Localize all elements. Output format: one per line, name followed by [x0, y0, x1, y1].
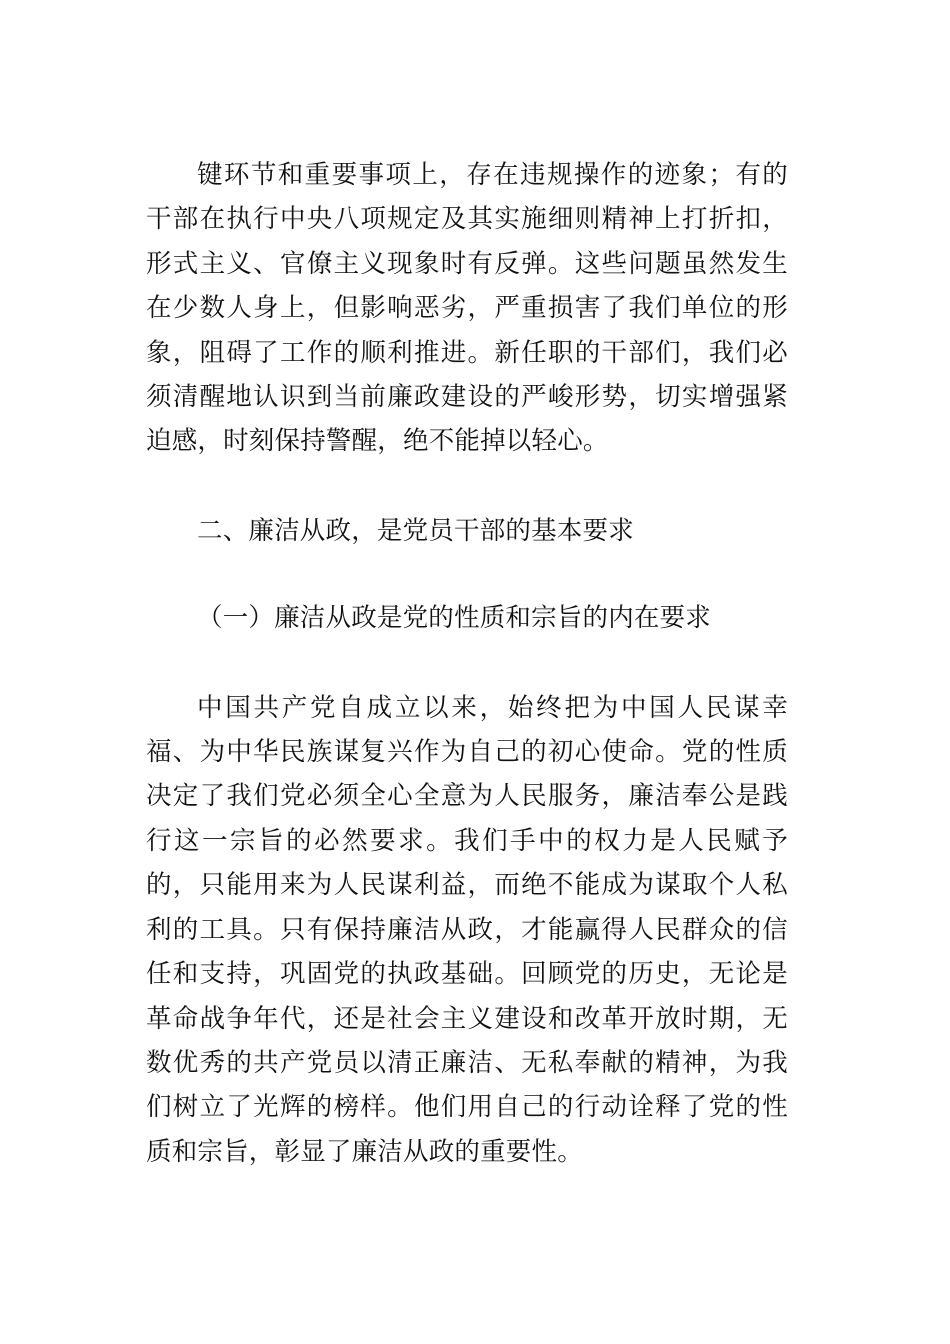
subsection-heading: （一）廉洁从政是党的性质和宗旨的内在要求 [197, 603, 712, 634]
spacer [146, 553, 788, 596]
spacer [146, 464, 788, 509]
spacer [146, 641, 788, 686]
document-body [146, 153, 788, 1174]
paragraph-body: 中国共产党自成立以来，始终把为中国人民谋幸福、为中华民族谋复兴作为自己的初心使命。党的性质决定了我们党必须全心全意为人民服务，廉洁奉公是践行这一宗旨的必然要求。我们手中的权力是人民赋予的，只能用来为人民谋利益，而绝不能成为谋取个人私利的工具。只有保持廉洁从政，才能赢得人民群众的信任和支持，巩固党的执政基础。回顾党的历史，无论是革命战争年代，还是社会主义建设和改革开放时期，无数优秀的共产党员以清正廉洁、无私奉献的精神，为我们树立了光辉的榜样。他们用自己的行动诠释了党的性质和宗旨，彰显了廉洁从政的重要性。 [146, 692, 788, 1167]
paragraph-continuation: 键环节和重要事项上，存在违规操作的迹象；有的干部在执行中央八项规定及其实施细则精神上打折扣，形式主义、官僚主义现象时有反弹。这些问题虽然发生在少数人身上，但影响恶劣，严重损害了我们单位的形象，阻碍了工作的顺利推进。新任职的干部们，我们必须清醒地认识到当前廉政建设的严峻形势，切实增强紧迫感，时刻保持警醒，绝不能掉以轻心。 [146, 160, 788, 457]
section-heading: 二、廉洁从政，是党员干部的基本要求 [197, 515, 634, 546]
